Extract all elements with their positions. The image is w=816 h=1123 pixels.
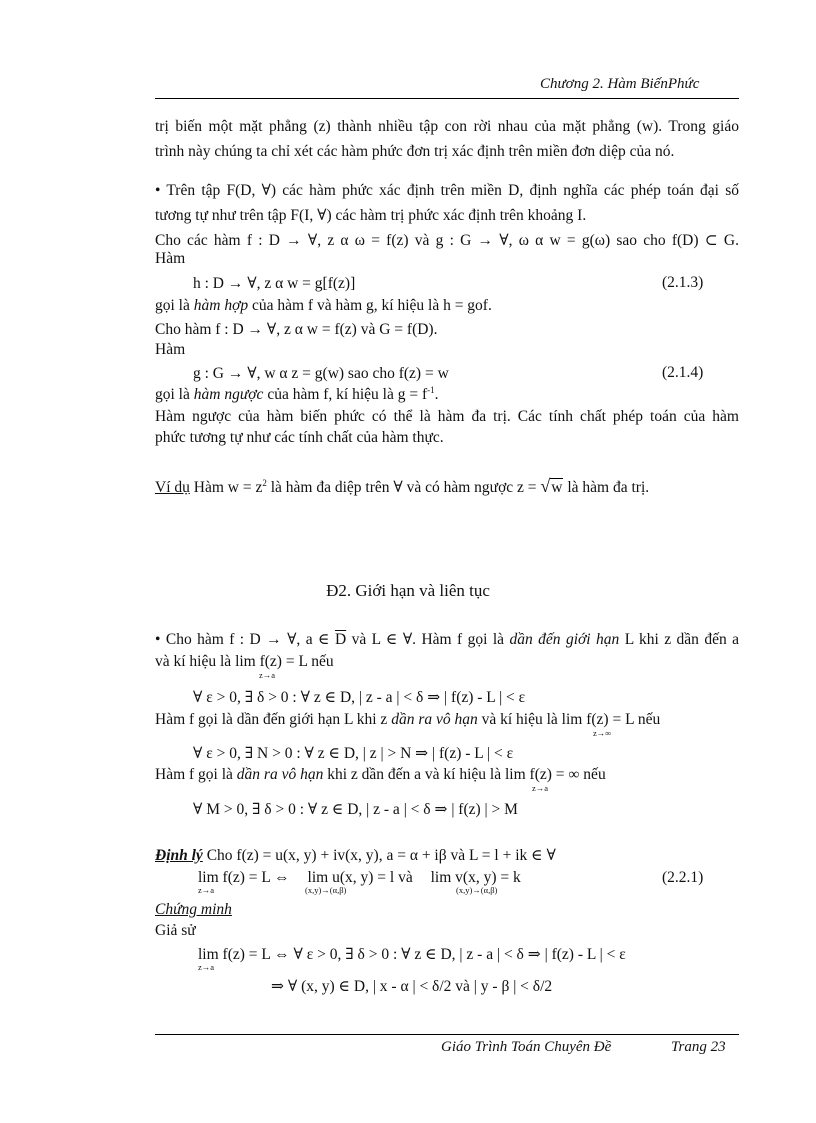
superscript: 2 — [262, 477, 267, 488]
equation-2-1-4: g : G → ∀, w α z = g(w) sao cho f(z) = w — [193, 365, 449, 382]
equation-number-2-1-4: (2.1.4) — [662, 364, 704, 381]
para2-line3: Cho các hàm f : D → ∀, z α ω = f(z) và g : G → ∀, ω α w = g(ω) sao cho f(D) ⊂ G. — [155, 232, 739, 249]
para1-line1: trị biến một mặt phẳng (z) thành nhiều tập con rời nhau của mặt phẳng (w). Trong giáo — [155, 118, 739, 135]
footer-book-title: Giáo Trình Toán Chuyên Đề — [441, 1039, 612, 1055]
chapter-header: Chương 2. Hàm BiếnPhức — [540, 76, 700, 92]
example-line — [155, 476, 649, 497]
text-fragment: và kí hiệu là — [477, 711, 562, 728]
para2-line10: phức tương tự như các tính chất của hàm thực. — [155, 429, 444, 446]
text-fragment: là hàm đa trị. — [563, 479, 650, 496]
lim-operator: lim — [198, 869, 219, 886]
lim-operator: lim — [430, 869, 452, 886]
para2-line2: tương tự như trên tập F(I, ∀) các hàm trị phức xác định trên khoảng I. — [155, 207, 587, 224]
limit-definition-1: ∀ ε > 0, ∃ δ > 0 : ∀ z ∈ D, | z - a | < δ ⇒ | f(z) - L | < ε — [193, 689, 526, 706]
lim-subscript: z→a — [198, 962, 215, 972]
equation-number-2-1-3: (2.1.3) — [662, 274, 704, 291]
proof-line2: ⇒ ∀ (x, y) ∈ D, | x - α | < δ/2 và | y - β | < δ/2 — [271, 978, 553, 995]
sqrt-argument: w — [551, 479, 563, 496]
text-fragment: của hàm f và hàm g, kí hiệu là h = gof. — [248, 297, 492, 314]
square-root — [540, 476, 563, 497]
header-rule — [155, 98, 739, 99]
term-dan-ra-vo-han: dần ra vô hạn — [391, 711, 478, 728]
para3-line1 — [155, 630, 739, 649]
example-label: Ví dụ — [155, 479, 190, 496]
para2-line1: • Trên tập F(D, ∀) các hàm phức xác định trên miền D, định nghĩa các phép toán đại số — [155, 182, 739, 199]
para2-line4: Hàm — [155, 250, 186, 267]
lim-subscript: z→a — [259, 670, 276, 680]
text-fragment: Hàm f gọi là dần đến giới hạn L khi z — [155, 711, 392, 728]
theorem-label: Định lý — [155, 847, 203, 864]
text-fragment: u(x, y) = l và — [328, 869, 417, 886]
lim-subscript: (x,y)→(α,β) — [456, 885, 498, 895]
text-fragment: f(z) = L nếu — [582, 711, 661, 728]
lim-subscript: z→a — [198, 885, 215, 895]
section-title: Đ2. Giới hạn và liên tục — [326, 581, 490, 600]
proof-line1 — [198, 945, 626, 964]
lim-operator: lim — [504, 766, 526, 783]
theorem-statement: Cho f(z) = u(x, y) + iv(x, y), a = α + iβ và L = l + ik ∈ ∀ — [202, 847, 556, 864]
text-fragment: Hàm w = z — [189, 479, 263, 496]
text-fragment: và L ∈ ∀. Hàm f gọi là — [346, 631, 510, 648]
para2-line9: Hàm ngược của hàm biến phức có thể là hàm đa trị. Các tính chất phép toán của hàm — [155, 408, 739, 425]
para2-line5 — [155, 297, 492, 315]
page-number: Trang 23 — [671, 1039, 726, 1055]
text-fragment: gọi là — [155, 297, 194, 314]
para3-line2 — [155, 653, 334, 671]
text-fragment: • Cho hàm f : D → ∀, a ∈ — [155, 631, 335, 648]
lim-operator: lim — [235, 653, 256, 670]
text-fragment: v(x, y) = k — [451, 869, 521, 886]
text-fragment: gọi là — [155, 386, 194, 404]
text-fragment: L khi z dần đến a — [619, 631, 740, 648]
term-dan-den-gioi-han: dần đến giới hạn — [509, 631, 620, 648]
lim-operator: lim — [198, 946, 219, 963]
text-fragment: khi z dần đến a và kí hiệu là — [323, 766, 505, 783]
para3-line3 — [155, 711, 660, 729]
closure-D: $\overline{D}$ — [334, 631, 347, 648]
text-fragment: . — [434, 386, 439, 404]
proof-label: Chứng minh — [155, 901, 232, 918]
lim-operator: lim — [561, 711, 583, 728]
para3-line4 — [155, 766, 606, 784]
lim-subscript: z→∞ — [593, 728, 612, 738]
text-fragment: của hàm f, kí hiệu là g = f — [263, 386, 428, 404]
theorem-line — [155, 846, 556, 865]
limit-definition-2: ∀ ε > 0, ∃ N > 0 : ∀ z ∈ D, | z | > N ⇒ | f(z) - L | < ε — [193, 745, 514, 762]
equation-2-1-3: h : D → ∀, z α w = g[f(z)] — [193, 275, 356, 292]
para2-line7: Hàm — [155, 341, 186, 358]
equation-number-2-2-1: (2.2.1) — [662, 869, 704, 886]
sqrt-sign: √ — [540, 476, 551, 496]
text-fragment: và kí hiệu là — [155, 653, 236, 670]
text-fragment: f(z) = ∞ nếu — [525, 766, 606, 783]
proof-assume: Giả sử — [155, 922, 196, 939]
lim-subscript: z→a — [532, 783, 549, 793]
text-fragment: Hàm f gọi là — [155, 766, 237, 783]
text-fragment: f(z) = L ⇔ ∀ ε > 0, ∃ δ > 0 : ∀ z ∈ D, | z - a | < δ ⇒ | f(z) - L | < ε — [218, 946, 626, 963]
term-dan-ra-vo-han: dần ra vô hạn — [236, 766, 324, 783]
lim-subscript: (x,y)→(α,β) — [305, 885, 347, 895]
para2-line6: Cho hàm f : D → ∀, z α w = f(z) và G = f(D). — [155, 321, 438, 338]
text-fragment: f(z) = L ⇔ — [218, 869, 294, 886]
superscript: -1 — [427, 385, 435, 395]
para1-line2: trình này chúng ta chỉ xét các hàm phức đơn trị xác định trên miền đơn diệp của nó. — [155, 143, 675, 160]
text-fragment: là hàm đa diệp trên ∀ và có hàm ngược z = — [266, 479, 541, 496]
footer-rule — [155, 1034, 739, 1035]
term-ham-hop: hàm hợp — [193, 297, 249, 314]
text-fragment: f(z) = L nếu — [255, 653, 334, 670]
lim-operator: lim — [307, 869, 329, 886]
para2-line8 — [155, 385, 439, 404]
limit-definition-3: ∀ M > 0, ∃ δ > 0 : ∀ z ∈ D, | z - a | < δ ⇒ | f(z) | > M — [193, 801, 518, 818]
term-ham-nguoc: hàm ngược — [193, 386, 264, 404]
